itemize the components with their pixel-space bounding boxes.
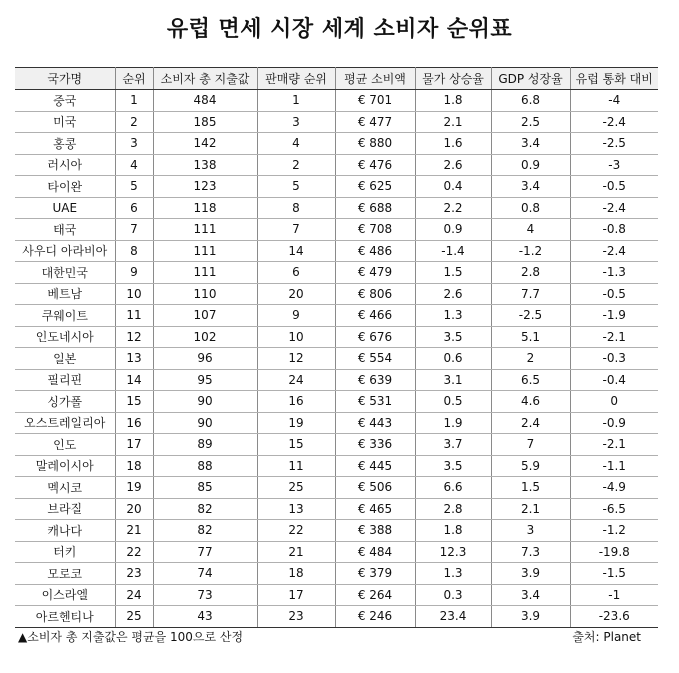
cell-inflation: 12.3	[415, 541, 491, 563]
cell-gdp-growth: 3.4	[491, 176, 570, 198]
table-row	[15, 606, 658, 628]
cell-total-spending: 118	[153, 197, 257, 219]
cell-total-spending: 185	[153, 111, 257, 133]
cell-inflation: 2.1	[415, 111, 491, 133]
cell-country: 베트남	[15, 283, 115, 305]
cell-country: 오스트레일리아	[15, 412, 115, 434]
cell-country: 아르헨티나	[15, 606, 115, 628]
cell-country: 대한민국	[15, 262, 115, 284]
cell-gdp-growth: 7.7	[491, 283, 570, 305]
cell-country: 필리핀	[15, 369, 115, 391]
cell-avg-spending: € 484	[335, 541, 415, 563]
table-row	[15, 154, 658, 176]
cell-sales-rank: 6	[257, 262, 335, 284]
cell-gdp-growth: 0.9	[491, 154, 570, 176]
cell-inflation: 6.6	[415, 477, 491, 499]
cell-total-spending: 111	[153, 262, 257, 284]
table-row	[15, 133, 658, 155]
cell-currency-vs-euro: -6.5	[570, 498, 658, 520]
cell-rank: 15	[115, 391, 153, 413]
cell-total-spending: 90	[153, 391, 257, 413]
table-row	[15, 520, 658, 542]
cell-country: 인도	[15, 434, 115, 456]
cell-avg-spending: € 625	[335, 176, 415, 198]
cell-inflation: 3.5	[415, 455, 491, 477]
cell-gdp-growth: -1.2	[491, 240, 570, 262]
table-row	[15, 584, 658, 606]
cell-sales-rank: 12	[257, 348, 335, 370]
cell-inflation: 0.5	[415, 391, 491, 413]
cell-currency-vs-euro: -2.1	[570, 434, 658, 456]
cell-inflation: 23.4	[415, 606, 491, 628]
cell-inflation: 1.3	[415, 305, 491, 327]
column-header-sales-rank: 판매량 순위	[257, 68, 335, 90]
cell-avg-spending: € 388	[335, 520, 415, 542]
cell-sales-rank: 24	[257, 369, 335, 391]
cell-sales-rank: 13	[257, 498, 335, 520]
cell-inflation: 2.6	[415, 154, 491, 176]
cell-currency-vs-euro: -0.3	[570, 348, 658, 370]
table-row	[15, 262, 658, 284]
cell-avg-spending: € 506	[335, 477, 415, 499]
cell-rank: 11	[115, 305, 153, 327]
cell-gdp-growth: -2.5	[491, 305, 570, 327]
cell-inflation: 1.8	[415, 90, 491, 112]
cell-gdp-growth: 2.4	[491, 412, 570, 434]
cell-sales-rank: 7	[257, 219, 335, 241]
cell-currency-vs-euro: -1.2	[570, 520, 658, 542]
table-row	[15, 283, 658, 305]
cell-gdp-growth: 6.5	[491, 369, 570, 391]
cell-country: 이스라엘	[15, 584, 115, 606]
column-header-country: 국가명	[15, 68, 115, 90]
table-row	[15, 176, 658, 198]
cell-currency-vs-euro: -2.4	[570, 197, 658, 219]
cell-currency-vs-euro: -4.9	[570, 477, 658, 499]
cell-avg-spending: € 701	[335, 90, 415, 112]
cell-total-spending: 102	[153, 326, 257, 348]
column-header-gdp-growth: GDP 성장율	[491, 68, 570, 90]
table-body	[15, 90, 658, 628]
cell-total-spending: 484	[153, 90, 257, 112]
cell-gdp-growth: 2.8	[491, 262, 570, 284]
cell-inflation: 3.7	[415, 434, 491, 456]
cell-rank: 7	[115, 219, 153, 241]
cell-currency-vs-euro: -0.9	[570, 412, 658, 434]
cell-currency-vs-euro: -0.5	[570, 283, 658, 305]
cell-total-spending: 82	[153, 498, 257, 520]
cell-rank: 2	[115, 111, 153, 133]
cell-rank: 9	[115, 262, 153, 284]
table-row	[15, 348, 658, 370]
cell-avg-spending: € 639	[335, 369, 415, 391]
cell-total-spending: 138	[153, 154, 257, 176]
cell-rank: 1	[115, 90, 153, 112]
cell-country: 모로코	[15, 563, 115, 585]
cell-gdp-growth: 7.3	[491, 541, 570, 563]
cell-total-spending: 96	[153, 348, 257, 370]
cell-country: 브라질	[15, 498, 115, 520]
cell-sales-rank: 17	[257, 584, 335, 606]
cell-gdp-growth: 3.9	[491, 563, 570, 585]
table-row	[15, 477, 658, 499]
cell-rank: 20	[115, 498, 153, 520]
cell-currency-vs-euro: -0.4	[570, 369, 658, 391]
cell-currency-vs-euro: -0.8	[570, 219, 658, 241]
cell-rank: 5	[115, 176, 153, 198]
table-row	[15, 391, 658, 413]
table-row	[15, 455, 658, 477]
cell-country: 사우디 아라비아	[15, 240, 115, 262]
cell-rank: 19	[115, 477, 153, 499]
cell-gdp-growth: 3.4	[491, 584, 570, 606]
cell-inflation: 1.9	[415, 412, 491, 434]
cell-avg-spending: € 246	[335, 606, 415, 628]
cell-currency-vs-euro: -1.5	[570, 563, 658, 585]
column-header-currency-vs-euro: 유럽 통화 대비	[570, 68, 658, 90]
cell-currency-vs-euro: -23.6	[570, 606, 658, 628]
cell-sales-rank: 9	[257, 305, 335, 327]
cell-rank: 4	[115, 154, 153, 176]
cell-sales-rank: 1	[257, 90, 335, 112]
cell-avg-spending: € 476	[335, 154, 415, 176]
cell-rank: 12	[115, 326, 153, 348]
cell-rank: 10	[115, 283, 153, 305]
page-title: 유럽 면세 시장 세계 소비자 순위표	[166, 17, 513, 42]
cell-inflation: -1.4	[415, 240, 491, 262]
cell-country: 러시아	[15, 154, 115, 176]
cell-gdp-growth: 2	[491, 348, 570, 370]
cell-sales-rank: 25	[257, 477, 335, 499]
cell-avg-spending: € 676	[335, 326, 415, 348]
cell-avg-spending: € 465	[335, 498, 415, 520]
table-row	[15, 412, 658, 434]
cell-country: 캐나다	[15, 520, 115, 542]
table-row	[15, 197, 658, 219]
cell-gdp-growth: 3.4	[491, 133, 570, 155]
cell-sales-rank: 4	[257, 133, 335, 155]
cell-rank: 8	[115, 240, 153, 262]
table-header-row	[15, 68, 658, 90]
cell-avg-spending: € 688	[335, 197, 415, 219]
cell-sales-rank: 11	[257, 455, 335, 477]
cell-rank: 14	[115, 369, 153, 391]
table-row	[15, 498, 658, 520]
cell-currency-vs-euro: -2.5	[570, 133, 658, 155]
cell-currency-vs-euro: -1.1	[570, 455, 658, 477]
ranking-table	[15, 67, 658, 628]
cell-avg-spending: € 708	[335, 219, 415, 241]
cell-total-spending: 95	[153, 369, 257, 391]
cell-gdp-growth: 6.8	[491, 90, 570, 112]
cell-gdp-growth: 2.1	[491, 498, 570, 520]
cell-rank: 21	[115, 520, 153, 542]
table-row	[15, 563, 658, 585]
cell-sales-rank: 20	[257, 283, 335, 305]
cell-gdp-growth: 7	[491, 434, 570, 456]
cell-avg-spending: € 806	[335, 283, 415, 305]
cell-gdp-growth: 5.1	[491, 326, 570, 348]
cell-currency-vs-euro: -2.1	[570, 326, 658, 348]
cell-total-spending: 85	[153, 477, 257, 499]
cell-total-spending: 110	[153, 283, 257, 305]
cell-sales-rank: 5	[257, 176, 335, 198]
cell-avg-spending: € 466	[335, 305, 415, 327]
cell-sales-rank: 19	[257, 412, 335, 434]
cell-sales-rank: 15	[257, 434, 335, 456]
cell-avg-spending: € 445	[335, 455, 415, 477]
cell-sales-rank: 23	[257, 606, 335, 628]
cell-total-spending: 89	[153, 434, 257, 456]
column-header-avg-spending: 평균 소비액	[335, 68, 415, 90]
cell-total-spending: 107	[153, 305, 257, 327]
cell-currency-vs-euro: -4	[570, 90, 658, 112]
cell-country: 인도네시아	[15, 326, 115, 348]
cell-gdp-growth: 2.5	[491, 111, 570, 133]
cell-total-spending: 74	[153, 563, 257, 585]
cell-gdp-growth: 3	[491, 520, 570, 542]
cell-rank: 13	[115, 348, 153, 370]
cell-rank: 17	[115, 434, 153, 456]
cell-currency-vs-euro: -0.5	[570, 176, 658, 198]
cell-country: 싱가폴	[15, 391, 115, 413]
cell-country: 중국	[15, 90, 115, 112]
cell-sales-rank: 21	[257, 541, 335, 563]
source-credit: 출처: Planet	[572, 630, 641, 644]
footnote: ▲소비자 총 지출값은 평균을 100으로 산정	[18, 630, 244, 644]
cell-sales-rank: 3	[257, 111, 335, 133]
cell-country: 태국	[15, 219, 115, 241]
cell-currency-vs-euro: -19.8	[570, 541, 658, 563]
cell-country: 멕시코	[15, 477, 115, 499]
cell-inflation: 0.9	[415, 219, 491, 241]
cell-sales-rank: 16	[257, 391, 335, 413]
cell-inflation: 2.2	[415, 197, 491, 219]
cell-inflation: 2.8	[415, 498, 491, 520]
table-row	[15, 305, 658, 327]
cell-country: 일본	[15, 348, 115, 370]
cell-currency-vs-euro: -1.9	[570, 305, 658, 327]
cell-gdp-growth: 1.5	[491, 477, 570, 499]
cell-avg-spending: € 531	[335, 391, 415, 413]
cell-sales-rank: 14	[257, 240, 335, 262]
cell-avg-spending: € 880	[335, 133, 415, 155]
cell-total-spending: 123	[153, 176, 257, 198]
cell-avg-spending: € 443	[335, 412, 415, 434]
cell-currency-vs-euro: 0	[570, 391, 658, 413]
cell-gdp-growth: 0.8	[491, 197, 570, 219]
cell-rank: 22	[115, 541, 153, 563]
cell-total-spending: 111	[153, 240, 257, 262]
cell-total-spending: 90	[153, 412, 257, 434]
cell-avg-spending: € 486	[335, 240, 415, 262]
cell-currency-vs-euro: -2.4	[570, 111, 658, 133]
cell-rank: 6	[115, 197, 153, 219]
column-header-inflation: 물가 상승율	[415, 68, 491, 90]
cell-currency-vs-euro: -1.3	[570, 262, 658, 284]
cell-inflation: 1.6	[415, 133, 491, 155]
cell-country: 쿠웨이트	[15, 305, 115, 327]
cell-rank: 3	[115, 133, 153, 155]
cell-avg-spending: € 477	[335, 111, 415, 133]
cell-rank: 23	[115, 563, 153, 585]
cell-country: 홍콩	[15, 133, 115, 155]
cell-rank: 25	[115, 606, 153, 628]
cell-inflation: 0.4	[415, 176, 491, 198]
cell-country: 터키	[15, 541, 115, 563]
cell-total-spending: 88	[153, 455, 257, 477]
table-row	[15, 326, 658, 348]
table-row	[15, 90, 658, 112]
cell-inflation: 2.6	[415, 283, 491, 305]
cell-country: 타이완	[15, 176, 115, 198]
cell-rank: 24	[115, 584, 153, 606]
table-row	[15, 369, 658, 391]
cell-total-spending: 77	[153, 541, 257, 563]
cell-inflation: 3.1	[415, 369, 491, 391]
cell-avg-spending: € 554	[335, 348, 415, 370]
cell-sales-rank: 10	[257, 326, 335, 348]
cell-currency-vs-euro: -2.4	[570, 240, 658, 262]
cell-avg-spending: € 379	[335, 563, 415, 585]
cell-inflation: 1.5	[415, 262, 491, 284]
cell-inflation: 0.6	[415, 348, 491, 370]
cell-avg-spending: € 479	[335, 262, 415, 284]
cell-rank: 18	[115, 455, 153, 477]
cell-gdp-growth: 5.9	[491, 455, 570, 477]
cell-sales-rank: 18	[257, 563, 335, 585]
cell-total-spending: 43	[153, 606, 257, 628]
cell-total-spending: 111	[153, 219, 257, 241]
cell-sales-rank: 8	[257, 197, 335, 219]
table-row	[15, 219, 658, 241]
cell-country: 미국	[15, 111, 115, 133]
table-row	[15, 111, 658, 133]
cell-gdp-growth: 4	[491, 219, 570, 241]
table-row	[15, 541, 658, 563]
cell-rank: 16	[115, 412, 153, 434]
cell-gdp-growth: 3.9	[491, 606, 570, 628]
cell-currency-vs-euro: -3	[570, 154, 658, 176]
table-row	[15, 240, 658, 262]
cell-inflation: 1.8	[415, 520, 491, 542]
cell-currency-vs-euro: -1	[570, 584, 658, 606]
cell-inflation: 0.3	[415, 584, 491, 606]
cell-sales-rank: 2	[257, 154, 335, 176]
cell-sales-rank: 22	[257, 520, 335, 542]
cell-total-spending: 73	[153, 584, 257, 606]
cell-total-spending: 82	[153, 520, 257, 542]
column-header-total-spending: 소비자 총 지출값	[153, 68, 257, 90]
table-row	[15, 434, 658, 456]
column-header-rank: 순위	[115, 68, 153, 90]
cell-avg-spending: € 336	[335, 434, 415, 456]
cell-gdp-growth: 4.6	[491, 391, 570, 413]
cell-country: UAE	[15, 197, 115, 219]
cell-inflation: 3.5	[415, 326, 491, 348]
cell-inflation: 1.3	[415, 563, 491, 585]
cell-total-spending: 142	[153, 133, 257, 155]
cell-country: 말레이시아	[15, 455, 115, 477]
cell-avg-spending: € 264	[335, 584, 415, 606]
